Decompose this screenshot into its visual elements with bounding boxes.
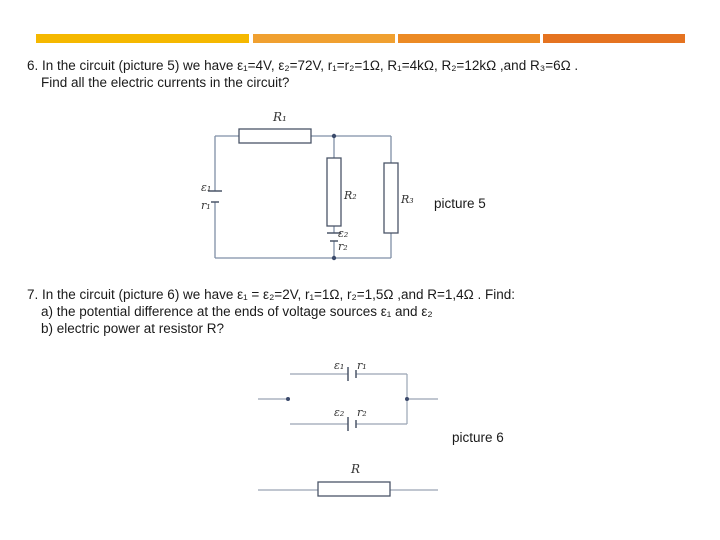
fig6-node-left	[286, 397, 290, 401]
fig5-label-e2: ε₂	[338, 227, 349, 240]
fig5-label-e1: ε₁	[201, 181, 212, 194]
fig6-node-right	[405, 397, 409, 401]
fig6-label-r2: r₂	[357, 406, 367, 419]
problem-7-line-3: b) electric power at resistor R?	[41, 321, 225, 336]
fig5-label-R3: R₃	[401, 193, 414, 206]
fig5-label-r1: r₁	[201, 199, 211, 212]
problem-6-line-2: Find all the electric currents in the circuit?	[41, 75, 290, 90]
problem-7-line-2: a) the potential difference at the ends of voltage sources ε₁ and ε₂	[41, 304, 433, 319]
fig5-label-r2: r₂	[338, 240, 348, 253]
fig6-label-e2: ε₂	[334, 406, 345, 419]
fig5-label-R2: R₂	[344, 189, 357, 202]
problem-7-line-1: 7. In the circuit (picture 6) we have ε₁ = ε₂=2V, r₁=1Ω, r₂=1,5Ω ,and R=1,4Ω . Find:	[27, 287, 516, 302]
fig5-label-R1: R₁	[273, 110, 287, 124]
fig6-label-e1: ε₁	[334, 359, 345, 372]
fig6-label-r1: r₁	[357, 359, 367, 372]
picture-5-caption: picture 5	[434, 196, 486, 211]
fig6-label-R: R	[351, 462, 361, 476]
problem-6-line-1: 6. In the circuit (picture 5) we have ε₁=4V, ε₂=72V, r₁=r₂=1Ω, R₁=4kΩ, R₂=12kΩ ,and R₃=6Ω .	[27, 58, 579, 73]
fig6-resistor-R	[318, 482, 390, 496]
picture-6-caption: picture 6	[452, 430, 504, 445]
